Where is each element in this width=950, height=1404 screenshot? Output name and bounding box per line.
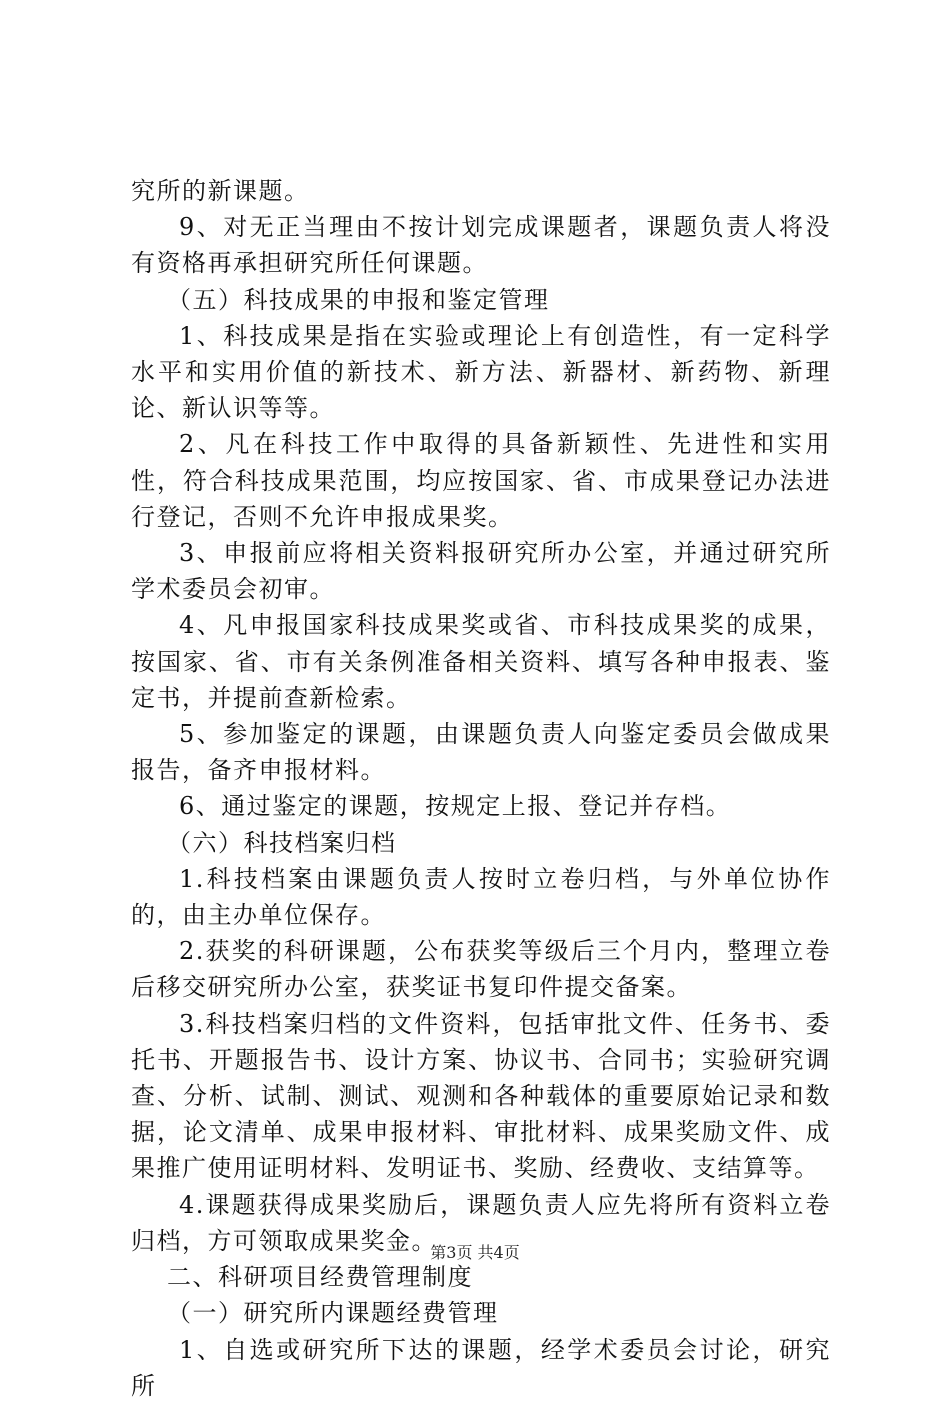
- paragraph-item-9: 9、对无正当理由不按计划完成课题者，课题负责人将没有资格再承担研究所任何课题。: [131, 213, 831, 278]
- chapter-heading-2: 二、科研项目经费管理制度: [167, 1263, 473, 1292]
- paragraph-5-item-4: 4、凡申报国家科技成果奖或省、市科技成果奖的成果，按国家、省、市有关条例准备相关资料、填写各种申报表、鉴定书，并提前查新检索。: [131, 611, 831, 712]
- paragraph-5-item-6: 6、通过鉴定的课题，按规定上报、登记并存档。: [179, 792, 732, 821]
- paragraph-continuation: 究所的新课题。: [131, 177, 310, 205]
- section-heading-1: （一）研究所内课题经费管理: [167, 1299, 499, 1328]
- paragraph-6-item-1: 1.科技档案由课题负责人按时立卷归档，与外单位协作的，由主办单位保存。: [131, 864, 831, 930]
- paragraph-5-item-3: 3、申报前应将相关资料报研究所办公室，并通过研究所学术委员会初审。: [131, 539, 831, 604]
- section-heading-5: （五）科技成果的申报和鉴定管理: [167, 285, 550, 314]
- paragraph-6-item-2: 2.获奖的科研课题，公布获奖等级后三个月内，整理立卷后移交研究所办公室，获奖证书复印件提交备案。: [131, 937, 831, 1002]
- page-footer: 第3页 共4页: [430, 1243, 520, 1262]
- paragraph-6-item-4: 4.课题获得成果奖励后，课题负责人应先将所有资料立卷归档，方可领取成果奖金。: [131, 1190, 831, 1255]
- paragraph-5-item-5: 5、参加鉴定的课题，由课题负责人向鉴定委员会做成果报告，备齐申报材料。: [131, 720, 831, 785]
- paragraph-1-item-1: 1、自选或研究所下达的课题，经学术委员会讨论，研究所: [131, 1335, 831, 1400]
- document-body: [131, 173, 831, 1404]
- paragraph-5-item-1: 1、科技成果是指在实验或理论上有创造性，有一定科学水平和实用价值的新技术、新方法、新器材、新药物、新理论、新认识等等。: [131, 321, 831, 423]
- paragraph-6-item-3: 3.科技档案归档的文件资料，包括审批文件、任务书、委托书、开题报告书、设计方案、协议书、合同书；实验研究调查、分析、试制、测试、观测和各种载体的重要原始记录和数据，论文清单、成果申报材料、审批材料、成果奖励文件、成果推广使用证明材料、发明证书、奖励、经费收、支结算等。: [131, 1009, 831, 1183]
- paragraph-5-item-2: 2、凡在科技工作中取得的具备新颖性、先进性和实用性，符合科技成果范围，均应按国家、省、市成果登记办法进行登记，否则不允许申报成果奖。: [131, 430, 831, 531]
- section-heading-6: （六）科技档案归档: [167, 828, 397, 857]
